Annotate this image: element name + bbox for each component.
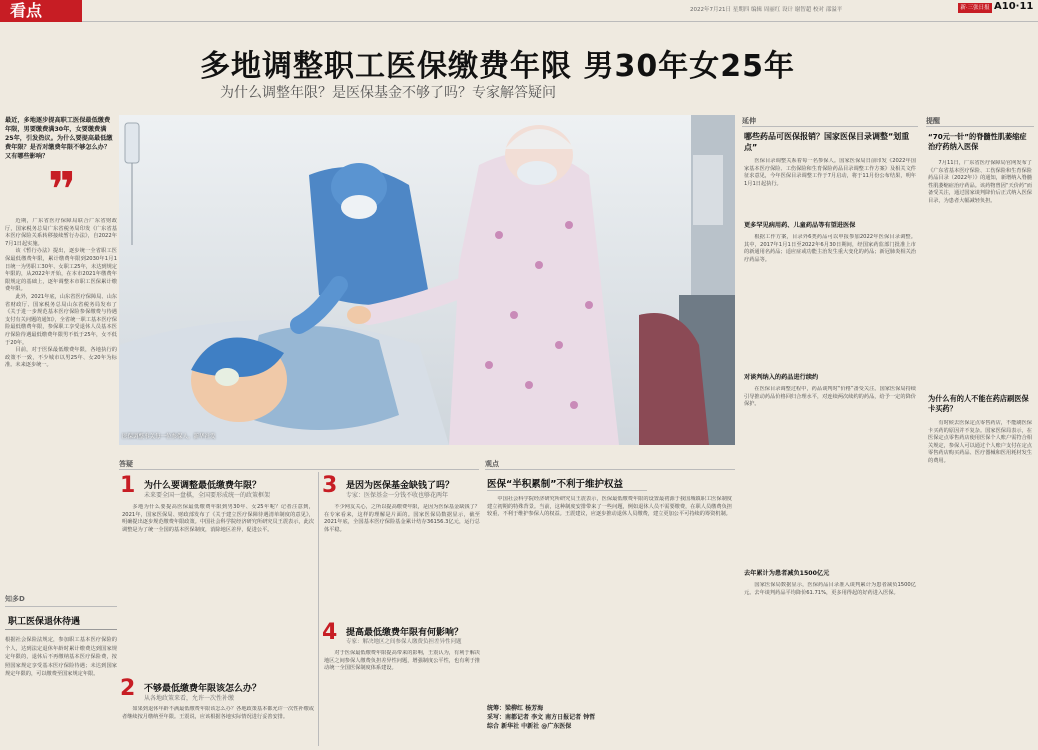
mid-para-4: 国家医保局数据显示，医保药品目录准入谈判累计为患者减负1500亿元。去年谈判药品平均降价61.71%，更多用得起的好药进入医保。: [744, 582, 916, 596]
mid-subhead-3: 去年累计为患者减负1500亿元: [744, 570, 830, 577]
quote-mark-icon: ❞: [48, 162, 77, 218]
masthead-badge: 新·三张日报: [958, 3, 992, 13]
right-para-2: 有时候去医保定点零售药店，不能刷医保卡买药的原因并不复杂。国家医保局表示，在医保定点零售药店使用医保个人账户需符合相关规定，参保人可以通过个人账户支付在定点零售药店购买药品、医疗器械和医用耗材发生的费用。: [928, 420, 1032, 464]
sidebar-tag: 知多D: [5, 595, 25, 603]
masthead-rule: [82, 21, 1038, 22]
qa-question-3: 是因为医保基金缺钱了吗？: [346, 481, 455, 491]
view-credits: 统筹：梁柳红 杨芳海 采写：南都记者 李文 南方日报记者 钟哲 综合 新华社 中新社 @广东医保: [487, 705, 596, 730]
photo-caption: 医保调整事关每一位参保人。新华社发: [122, 434, 216, 440]
sidebar-text: 根据社会保险法规定，参加职工基本医疗保险的个人，达到法定退休年龄时累计缴费达到国家规定年限的，退休后不再缴纳基本医疗保险费，按照国家规定享受基本医疗保险待遇；未达到国家规定年限的，可以缴费至国家规定年限。: [5, 637, 117, 678]
qa-body-1: 多地为什么要提高医保最低缴费年限到男30年、女25年呢？记者注意到，2021年，国家医保局、财政部发布了《关于建立医疗保障待遇清单制度的意见》，明确提出逐步规范缴费年限政策。中国社会科学院经济研究所研究员王震表示，此次调整是为了统一全国的基本医保制度，消除地区差异，促进公平。: [122, 504, 314, 533]
masthead-brand-label: 看点: [10, 1, 43, 20]
news-photo: [119, 115, 735, 445]
qa-question-1: 为什么要调整最低缴费年限？: [144, 481, 262, 491]
mid-para-2: 根据工作方案，目录外6类药品可以申报参加2022年医保目录调整。其中，2017年1月1日至2022年6月30日期间，经国家药监部门批准上市的新通用名药品；适应症或功能主治发生重大变化的药品；新冠肺炎相关治疗药品等。: [744, 234, 916, 263]
left-column-body: 近期，广东省医疗保障局联合广东省财政厅，国家税务总局广东省税务局印发《广东省基本医疗保险关系转移接续暂行办法》，自2022年7月1日起实施。 该《暂行办法》提出，逐步统一全省职工医保最低缴费年限，累计缴费年限到2030年1月1日统一为男职工30年、女职工25年，未达到规定年限的，从2022年开始，在本市2021年缴费年限规定的基础上，逐年调整本市职工医保累计缴费年限。 此外，2021年底，山东省医疗保障局、山东省财政厅、国家税务总局山东省税务局发布了《关于进一步规范基本医疗保险参保缴费与待遇支付有关问题的通知》，全省统一职工基本医疗保险最低缴费年限，参保职工享受退休人员基本医疗保险待遇最低缴费年限男不低于25年，女不低于20年。 目前，对于医保最低缴费年限，各地执行的政策不一致，不少城市以男25年、女20年为标准。未来逐步统一。: [5, 218, 117, 369]
headline-title: 多地调整职工医保缴费年限 男30年女25年: [200, 49, 795, 84]
view-title-rule: [487, 490, 647, 491]
qa-subtitle-3: 专家：医保基金一分钱不收也够花两年: [346, 492, 449, 499]
view-body: 中国社会科学院经济研究所研究员王震表示，医保最低缴费年限的设置最初源于我国城镇职工医保制度建立初期的特殊背景。当前，这种制度安排带来了一些问题，例如退休人员不需要缴费，在职人员缴费负担较重，不利于维护参保人的权益。王震建议，应逐步推动退休人员缴费，建立更加公平可持续的筹资机制。: [487, 496, 732, 518]
mid-subhead-1: 更多罕见病用药、儿童药品等有望进医保: [744, 222, 856, 229]
sidebar-title: 职工医保退休待遇: [8, 617, 81, 627]
qa-body-3: 不少网友关心，之所以提高缴费年限，是因为医保基金缺钱了？在专家看来，这样的理解是片面的。国家医保局数据显示，截至2021年底，全国基本医疗保险基金累计结存36156.3亿元，运行总体平稳。: [324, 504, 480, 533]
mid-subhead-2: 对谈判纳入的药品进行续约: [744, 374, 819, 381]
right-title-2: 为什么有的人不能在药店刷医保卡买药？: [928, 394, 1029, 413]
qa-subtitle-1: 未来要全国一盘棋，全国要形成统一的政策框架: [144, 492, 271, 499]
headline-subtitle: 为什么调整年限？是医保基金不够了吗？专家解答疑问: [220, 85, 556, 101]
qa-number-1: 1: [120, 473, 136, 498]
qa-body-4: 对于医保最低缴费年限提高带来的影响，王震认为，有利于解决地区之间参保人缴费负担差异性问题，增强制度公平性，也有利于推动统一全国医保制度体系建设。: [324, 650, 480, 672]
qa-divider: [318, 472, 319, 746]
section-mid-label: 延伸: [742, 115, 918, 127]
section-qa-label: 答疑: [119, 458, 479, 470]
qa-number-2: 2: [120, 676, 136, 701]
right-para-1: 7月11日，广东省医疗保障局官网发布了《广东省基本医疗保险、工伤保险和生育保险药品目录（2022年）》的通知，新增纳入脊髓性肌萎缩症治疗药品。该药物曾因“天价药”而备受关注，通过国家谈判降价后正式纳入医保目录，为患者大幅减轻负担。: [928, 160, 1032, 204]
qa-question-4: 提高最低缴费年限有何影响？: [346, 628, 464, 638]
qa-question-2: 不够最低缴费年限该怎么办？: [144, 684, 262, 694]
sidebar-rule: [5, 606, 117, 607]
qa-number-3: 3: [322, 473, 338, 498]
page-number: A10·11: [994, 1, 1034, 12]
right-title-1: “70元一针”的脊髓性肌萎缩症治疗药纳入医保: [928, 132, 1027, 151]
qa-number-4: 4: [322, 620, 338, 645]
section-right-label: 提醒: [926, 115, 1034, 127]
section-view-label: 观点: [485, 458, 735, 470]
mid-para-3: 在医保目录调整过程中，药品谈判时“价格”备受关注。国家医保局持续引导推动药品价格回归合理水平，对连续两次续约的药品，给予一定的降价保护。: [744, 386, 916, 408]
qa-body-2: 如果到退休年龄不满最低缴费年限该怎么办？各地政策基本都允许一次性补缴或者继续按月缴纳至年限。王震说，应该根据各地实际情况进行妥善安排。: [122, 706, 314, 720]
lead-text: 最近，多地逐步提高职工医保最低缴费年限，男要缴费满30年，女要缴费满25年，引发热议。为什么要提高最低缴费年限？是否对缴费年限不够怎么办？又有哪些影响？: [5, 117, 113, 160]
view-title: 医保“半积累制”不利于维护权益: [487, 479, 623, 490]
masthead-info: 2022年7月21日 星期四 编辑 周丽红 设计 谢智超 校对 邵溢平: [690, 7, 843, 13]
qa-subtitle-2: 从各地政策来看，允许一次性补缴: [144, 695, 235, 702]
mid-para-1: 医保目录调整关系着每一名参保人。国家医保局日前印发《2022年国家基本医疗保险、工伤保险和生育保险药品目录调整工作方案》及相关文件征求意见，今年医保目录调整工作于7月启动，将于11月份公布结果，明年1月1日起执行。: [744, 158, 916, 187]
mid-title: 哪些药品可医保报销？国家医保目录调整“划重点”: [744, 132, 910, 152]
qa-subtitle-4: 专家：解决地区之间参保人缴费负担差异性问题: [346, 639, 462, 645]
